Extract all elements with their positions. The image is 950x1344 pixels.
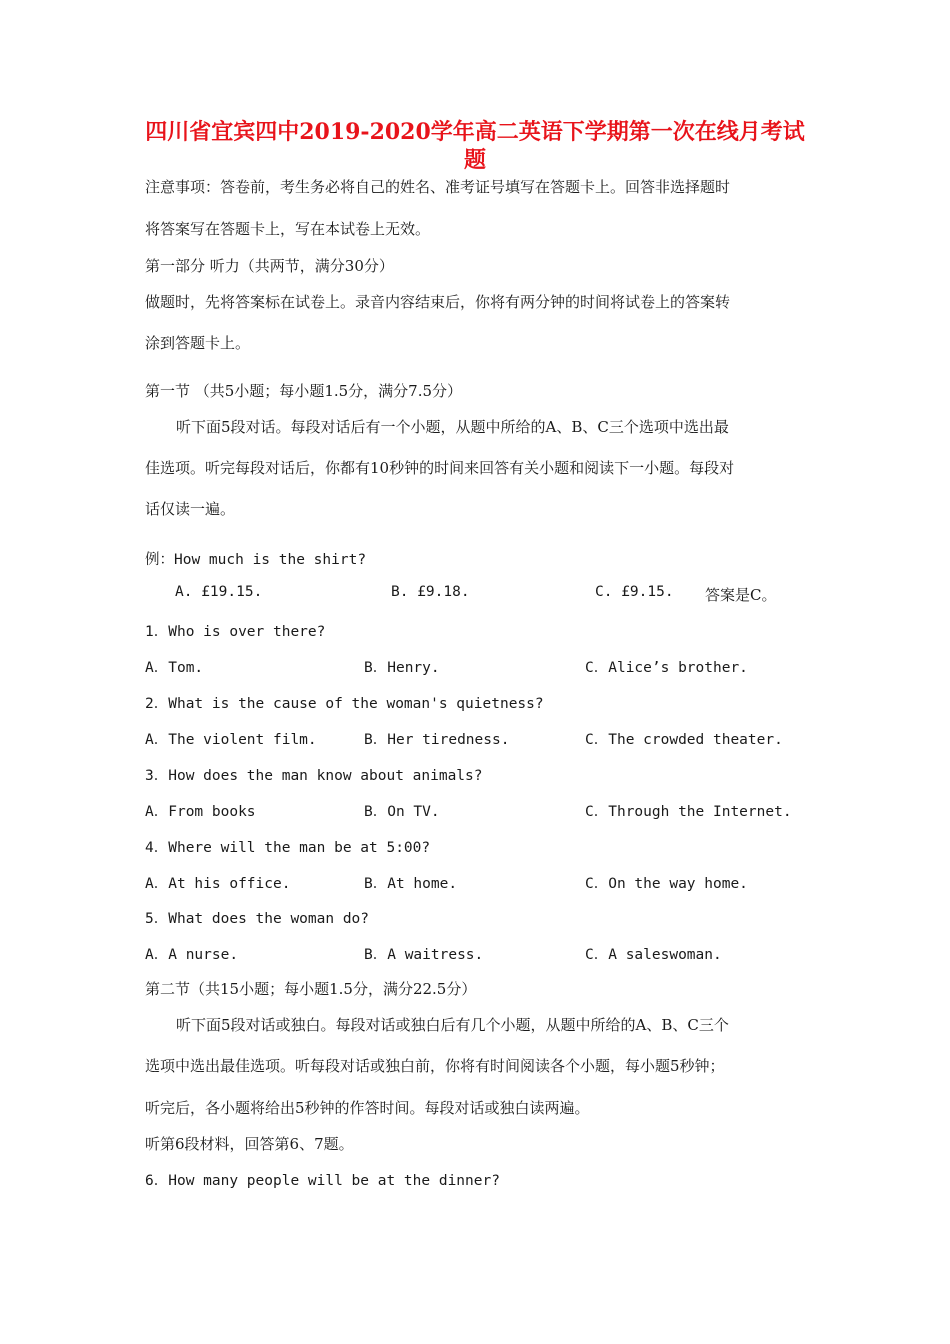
q4-option-a: A．At his office. xyxy=(145,876,291,892)
question-1: 1．Who is over there? xyxy=(145,624,326,640)
document-title xyxy=(120,118,830,174)
title-line-1: 四川省宜宾四中2019-2020学年高二英语下学期第一次在线月考试 xyxy=(145,119,805,145)
section2-instruction-3: 听完后，各小题将给出5秒钟的作答时间。每段对话或独白读两遍。 xyxy=(145,1099,590,1117)
q1-option-c: C．Alice’s brother. xyxy=(585,660,748,676)
q5-option-b: B．A waitress. xyxy=(364,947,484,963)
material-6-heading: 听第6段材料，回答第6、7题。 xyxy=(145,1135,354,1153)
part1-heading: 第一部分 听力（共两节，满分30分） xyxy=(145,257,394,275)
q3-option-a: A．From books xyxy=(145,804,256,820)
example-option-c: C. £9.15. xyxy=(595,584,674,600)
q3-option-c: C．Through the Internet. xyxy=(585,804,792,820)
question-5: 5．What does the woman do? xyxy=(145,911,370,927)
section1-heading: 第一节 （共5小题；每小题1.5分，满分7.5分） xyxy=(145,382,463,400)
section2-heading: 第二节（共15小题；每小题1.5分，满分22.5分） xyxy=(145,980,477,998)
section1-instruction-3: 话仅读一遍。 xyxy=(145,500,236,518)
title-line-2: 题 xyxy=(463,147,486,173)
question-2: 2．What is the cause of the woman's quietness? xyxy=(145,696,544,712)
q1-option-b: B．Henry. xyxy=(364,660,440,676)
q4-option-b: B．At home. xyxy=(364,876,458,892)
q2-option-a: A．The violent film. xyxy=(145,732,317,748)
q5-option-c: C．A saleswoman. xyxy=(585,947,722,963)
question-3: 3．How does the man know about animals? xyxy=(145,768,483,784)
question-6: 6．How many people will be at the dinner? xyxy=(145,1173,500,1189)
example-answer: 答案是C。 xyxy=(705,586,777,604)
part1-instruction-1: 做题时，先将答案标在试卷上。录音内容结束后，你将有两分钟的时间将试卷上的答案转 xyxy=(145,293,731,311)
q1-option-a: A．Tom. xyxy=(145,660,204,676)
example-question: 例：How much is the shirt? xyxy=(145,552,367,568)
example-option-b: B. £9.18. xyxy=(391,584,470,600)
q2-option-b: B．Her tiredness. xyxy=(364,732,510,748)
notice-line-1: 注意事项：答卷前，考生务必将自己的姓名、准考证号填写在答题卡上。回答非选择题时 xyxy=(145,178,731,196)
section1-instruction-1: 听下面5段对话。每段对话后有一个小题，从题中所给的A、B、C三个选项中选出最 xyxy=(176,418,729,436)
question-4: 4．Where will the man be at 5:00? xyxy=(145,840,431,856)
q4-option-c: C．On the way home. xyxy=(585,876,748,892)
example-option-a: A. £19.15. xyxy=(175,584,263,600)
q5-option-a: A．A nurse. xyxy=(145,947,239,963)
part1-instruction-2: 涂到答题卡上。 xyxy=(145,334,251,352)
section2-instruction-1: 听下面5段对话或独白。每段对话或独白后有几个小题，从题中所给的A、B、C三个 xyxy=(176,1016,729,1034)
section2-instruction-2: 选项中选出最佳选项。听每段对话或独白前，你将有时间阅读各个小题，每小题5秒钟； xyxy=(145,1057,725,1075)
section1-instruction-2: 佳选项。听完每段对话后，你都有10秒钟的时间来回答有关小题和阅读下一小题。每段对 xyxy=(145,459,735,477)
q3-option-b: B．On TV. xyxy=(364,804,440,820)
notice-line-2: 将答案写在答题卡上，写在本试卷上无效。 xyxy=(145,220,431,238)
q2-option-c: C．The crowded theater. xyxy=(585,732,783,748)
